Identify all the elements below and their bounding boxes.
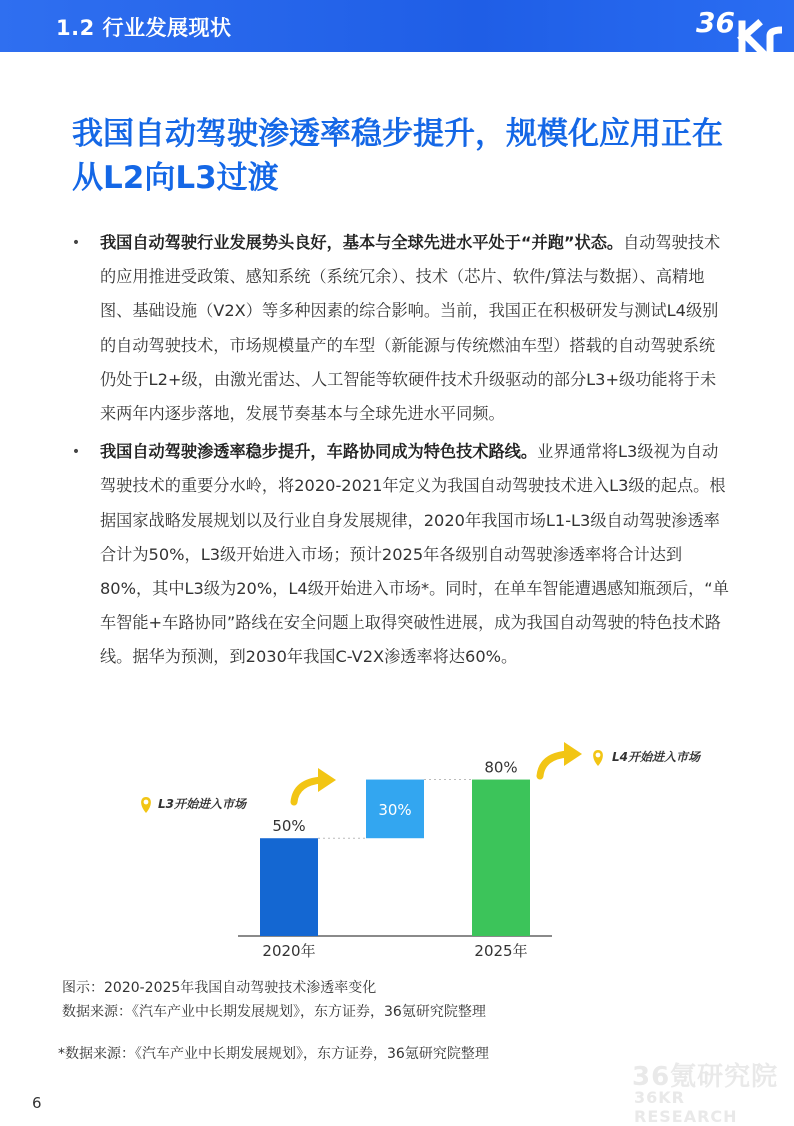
curved-arrow-icon: [540, 742, 582, 776]
bullet-list: [70, 226, 730, 679]
curved-arrow-icon: [294, 768, 336, 802]
penetration-chart: [120, 740, 720, 970]
x-tick-label: 2020年: [262, 942, 316, 960]
x-tick-label: 2025年: [474, 942, 528, 960]
annotation-label: L4开始进入市场: [612, 750, 700, 764]
chart-caption: [62, 976, 486, 1024]
bar-value-label: 50%: [272, 817, 306, 836]
page-number: 6: [32, 1094, 42, 1112]
watermark-cn: 36氪研究院: [632, 1062, 779, 1092]
chart-svg: [120, 740, 720, 970]
section-header-bar: [0, 0, 794, 52]
list-item: [70, 226, 730, 431]
chart-bar: [260, 838, 318, 936]
chart-bar: [472, 780, 530, 936]
location-pin-icon: [593, 750, 603, 766]
watermark-en: 36KR RESEARCH: [634, 1088, 738, 1126]
bullet-dot-icon: •: [71, 235, 81, 251]
list-item: [70, 435, 730, 674]
chart-caption-title: 图示：2020-2025年我国自动驾驶技术渗透率变化: [62, 980, 377, 996]
bullet-body: 自动驾驶技术的应用推进受政策、感知系统（系统冗余）、技术（芯片、软件/算法与数据）、高精地图、基础设施（V2X）等多种因素的综合影响。当前，我国正在积极研发与测试L4级别的自动驾驶技术，市场规模量产的车型（新能源与传统燃油车型）搭载的自动驾驶系统仍处于L2+级，由激光雷达、人工智能等软硬件技术升级驱动的部分L3+级功能将于未来两年内逐步落地，发展节奏基本与全球先进水平同频。: [100, 233, 721, 424]
bullet-dot-icon: •: [71, 444, 81, 461]
page-headline: 我国自动驾驶渗透率稳步提升，规模化应用正在从L2向L3过渡: [72, 116, 723, 196]
bullet-lead: 我国自动驾驶渗透率稳步提升，车路协同成为特色技术路线。: [100, 442, 538, 462]
bar-value-label: 30%: [378, 800, 412, 819]
bullet-body: 业界通常将L3级视为自动驾驶技术的重要分水岭，将2020-2021年定义为我国自动驾驶技术进入L3级的起点。根据国家战略发展规划以及行业自身发展规律，2020年我国市场L1-L3级自动驾驶渗透率合计为50%，L3级开始进入市场；预计2025年各级别自动驾驶渗透率将合计达到80%，其中L3级为20%，L4级开始进入市场*。同时，在单车智能遭遇感知瓶颈后，“单车智能+车路协同”路线在安全问题上取得突破性进展，成为我国自动驾驶的特色技术路线。据华为预测，到2030年我国C-V2X渗透率将达60%。: [100, 442, 729, 667]
svg-text:36: 36: [696, 6, 735, 39]
annotation-label: L3开始进入市场: [158, 797, 246, 811]
footnote: *数据来源：《汽车产业中长期发展规划》，东方证券，36氪研究院整理: [58, 1046, 489, 1062]
location-pin-icon: [141, 797, 151, 813]
36kr-logo-icon: [690, 2, 794, 52]
section-title: 1.2 行业发展现状: [56, 16, 232, 40]
bullet-lead: 我国自动驾驶行业发展势头良好，基本与全球先进水平处于“并跑”状态。: [100, 233, 624, 252]
chart-caption-source: 数据来源：《汽车产业中长期发展规划》，东方证券，36氪研究院整理: [62, 1004, 486, 1020]
bar-value-label: 80%: [484, 758, 518, 777]
